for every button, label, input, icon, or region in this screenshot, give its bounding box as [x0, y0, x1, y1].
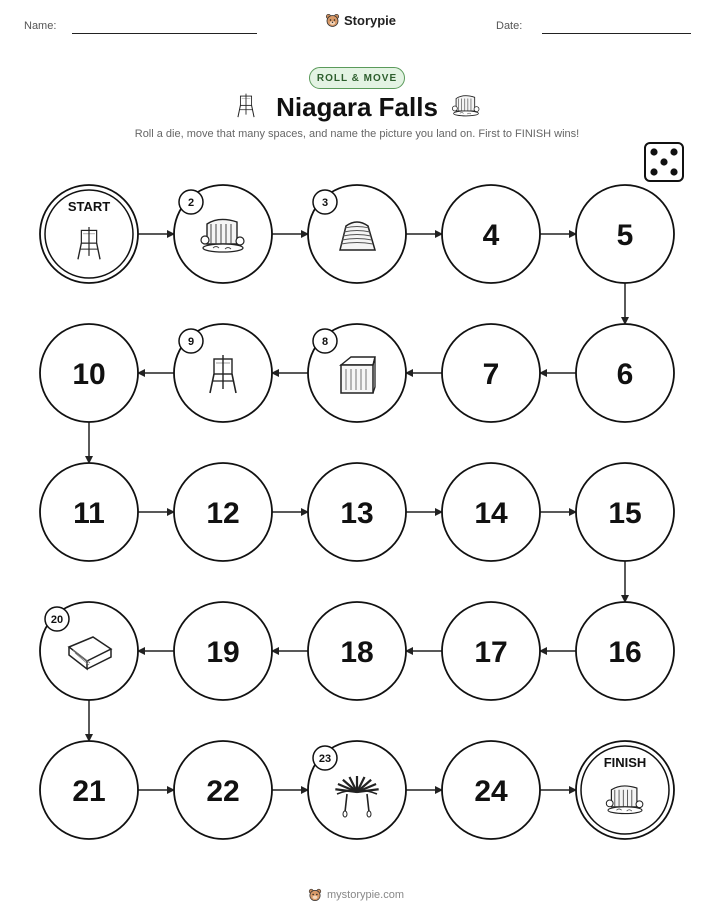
- space-number: 3: [321, 197, 329, 209]
- space-number: 5: [616, 219, 634, 252]
- board-space-8[interactable]: [308, 324, 406, 422]
- space-number: 15: [608, 497, 642, 530]
- die-pip: [670, 148, 677, 155]
- stone-block-icon: [341, 357, 375, 393]
- space-number: 9: [187, 336, 195, 348]
- space-number: 7: [482, 358, 500, 391]
- board-space-13[interactable]: [308, 463, 406, 561]
- space-number: 16: [608, 636, 642, 669]
- footer: [308, 888, 404, 902]
- space-label: FINISH: [603, 755, 647, 770]
- space-number: 11: [73, 497, 105, 530]
- easel-icon: [238, 94, 254, 118]
- space-label: START: [67, 199, 111, 214]
- board-space-11[interactable]: [40, 463, 138, 561]
- space-number: 12: [206, 497, 240, 530]
- space-number: 13: [340, 497, 374, 530]
- name-label: Name:: [24, 20, 57, 32]
- board-space-14[interactable]: [442, 463, 540, 561]
- space-number: 17: [474, 636, 508, 669]
- board-space-17[interactable]: [442, 602, 540, 700]
- die-pip: [660, 158, 667, 165]
- die-pip: [650, 148, 657, 155]
- space-number: 10: [72, 358, 106, 391]
- board-space-19[interactable]: [174, 602, 272, 700]
- space-number: 14: [474, 497, 508, 530]
- space-number: 2: [187, 197, 195, 209]
- bear-mascot-icon: [308, 888, 322, 902]
- die-icon: [645, 143, 683, 181]
- board-space-5[interactable]: [576, 185, 674, 283]
- space-number: 18: [340, 636, 374, 669]
- board-space-9[interactable]: [174, 324, 272, 422]
- board-space-2[interactable]: [174, 185, 272, 283]
- space-number: 22: [206, 775, 240, 808]
- space-number: 8: [321, 336, 329, 348]
- space-number: 19: [206, 636, 240, 669]
- board-space-15[interactable]: [576, 463, 674, 561]
- space-number: 21: [72, 775, 106, 808]
- brand-name: Storypie: [344, 13, 397, 28]
- space-number: 4: [482, 219, 500, 252]
- board-space-18[interactable]: [308, 602, 406, 700]
- space-number: 24: [474, 775, 508, 808]
- die-pip: [670, 168, 677, 175]
- board-space-16[interactable]: [576, 602, 674, 700]
- board-space-23[interactable]: [308, 741, 406, 839]
- footer-url: mystorypie.com: [327, 889, 405, 901]
- waterfall-icon: [452, 96, 479, 116]
- waterfall-icon: [606, 786, 643, 814]
- space-number: 20: [50, 614, 64, 626]
- board-space-22[interactable]: [174, 741, 272, 839]
- board-space-21[interactable]: [40, 741, 138, 839]
- waterfall-icon: [201, 219, 244, 252]
- board-space-10[interactable]: [40, 324, 138, 422]
- board-space-4[interactable]: [442, 185, 540, 283]
- board-space-7[interactable]: [442, 324, 540, 422]
- game-type-badge: ROLL & MOVE: [309, 67, 405, 89]
- page-title: Niagara Falls: [276, 92, 438, 122]
- finish-space[interactable]: [576, 741, 674, 839]
- space-number: 23: [318, 753, 332, 765]
- board-space-6[interactable]: [576, 324, 674, 422]
- start-space[interactable]: [40, 185, 138, 283]
- die-pip: [650, 168, 657, 175]
- board-space-3[interactable]: [308, 185, 406, 283]
- date-label: Date:: [496, 20, 523, 32]
- board-space-20[interactable]: [40, 602, 138, 700]
- space-number: 6: [616, 358, 634, 391]
- instructions: Roll a die, move that many spaces, and name the picture you land on. First to FINISH wins!: [134, 128, 580, 140]
- board-space-12[interactable]: [174, 463, 272, 561]
- board-space-24[interactable]: [442, 741, 540, 839]
